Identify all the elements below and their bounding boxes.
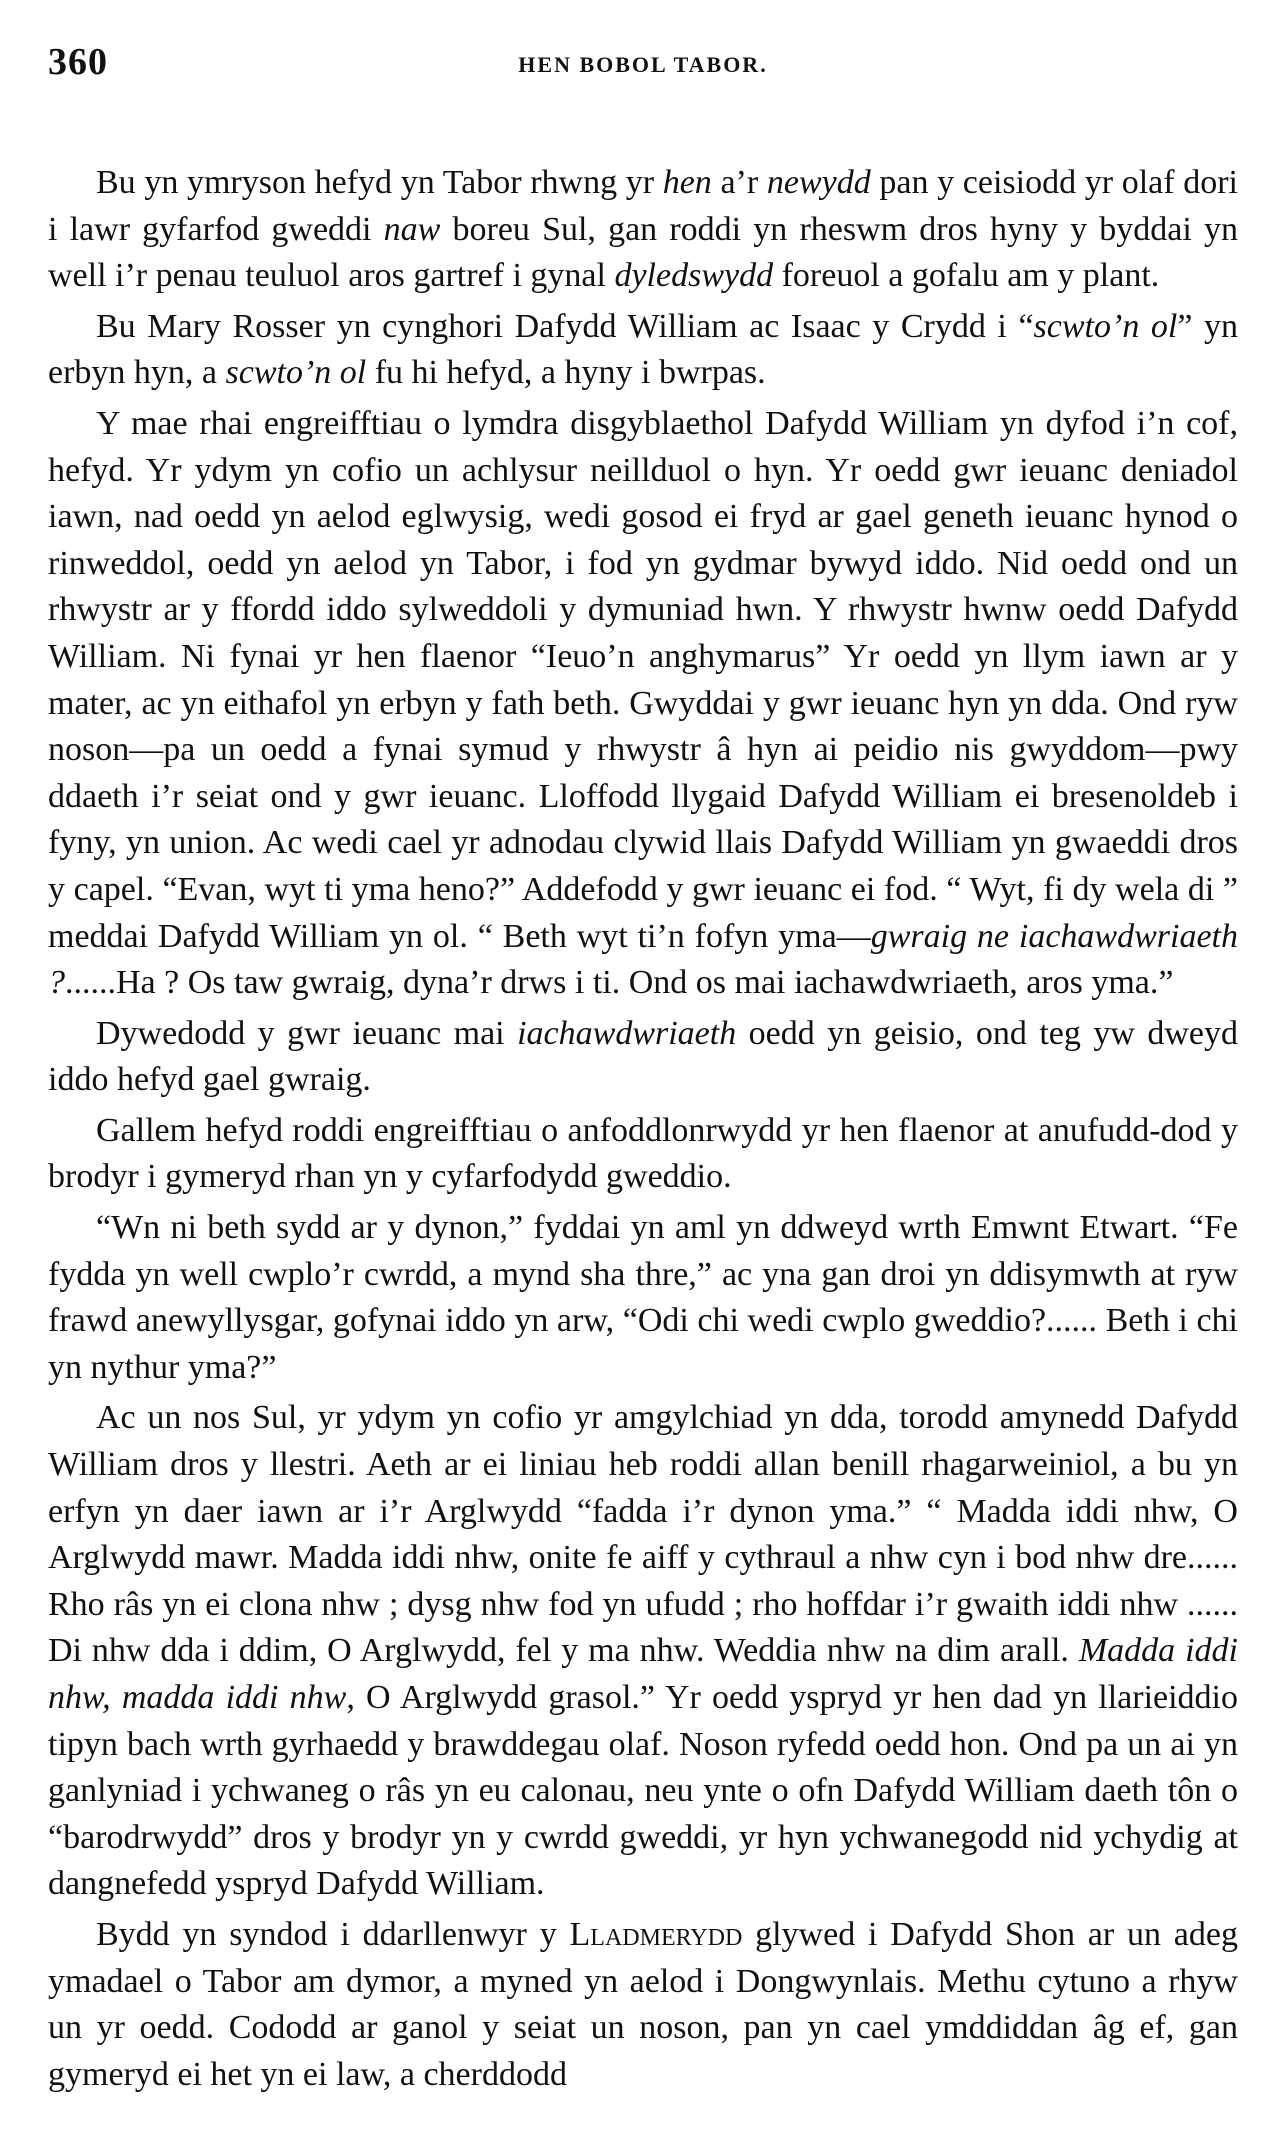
text-run: Dywedodd y gwr ieuanc mai	[96, 1014, 518, 1052]
text-run: “Wn ni beth sydd ar y dynon,” fyddai yn aml yn ddweyd wrth Emwnt Etwart. “Fe fydda yn well cwplo’r cwrdd, a mynd sha thre,” ac yna gan droi yn ddisymwth at ryw frawd anewyllysgar, gofynai iddo yn arw, “Odi chi wedi cwplo gweddio?...... Beth i chi yn nythur yma?”	[48, 1209, 1238, 1386]
text-run: foreuol a gofalu am y plant.	[773, 257, 1160, 295]
page-header	[48, 40, 1238, 102]
text-run: Bu yn ymryson hefyd yn Tabor rhwng yr	[96, 164, 663, 201]
text-run: Ac un nos Sul, yr ydym yn cofio yr amgylchiad yn dda, torodd amynedd Dafydd William dros y llestri. Aeth ar ei liniau heb roddi allan benill rhagarweiniol, a bu yn erfyn yn daer iawn ar i’r Arglwydd “fadda i’r dynon yma.” “ Madda iddi nhw, O Arglwydd mawr. Madda iddi nhw, onite fe aiff y cythraul a nhw cyn i bod nhw dre...... Rho râs yn ei clona nhw ; dysg nhw fod yn ufudd ; rho hoffdar i’r gwaith iddi nhw ...... Di nhw dda i ddim, O Arglwydd, fel y ma nhw. Weddia nhw na dim arall.	[48, 1399, 1238, 1670]
italic-text: dyledswydd	[614, 257, 774, 295]
italic-text: scwto’n ol	[225, 354, 367, 392]
page-number: 360	[48, 41, 108, 83]
paragraph	[48, 401, 1238, 1007]
paragraph	[48, 160, 1238, 300]
italic-text: Madda iddi nhw, madda iddi nhw	[48, 1632, 1239, 1716]
text-run: glywed i Dafydd Shon ar un adeg ymadael o Tabor am dymor, a myned yn aelod i Dongwynlais. Methu cytuno a rhyw un yr oedd. Cododd ar ganol y seiat un noson, pan yn cael ymddiddan âg ef, gan gymeryd ei het yn ei law, a cherddodd	[48, 1915, 1238, 2093]
text-run: Bydd yn syndod i ddarllenwyr y	[96, 1915, 570, 1953]
italic-text: gwraig ne iachawdwriaeth ?	[48, 917, 1238, 1002]
italic-text: scwto’n ol	[1033, 307, 1178, 345]
paragraph	[48, 1395, 1238, 1908]
text-run: oedd yn geisio, ond teg yw dweyd iddo hefyd gael gwraig.	[48, 1014, 1239, 1099]
paragraph	[48, 1912, 1238, 2098]
text-run: boreu Sul, gan roddi yn rheswm dros hyny y byddai yn well i’r penau teuluol aros gartref i gynal	[48, 210, 1238, 295]
paragraph	[48, 1108, 1238, 1201]
text-run: , O Arglwydd grasol.” Yr oedd yspryd yr hen dad yn llarieiddio tipyn bach wrth gyrhaedd y brawddegau olaf. Noson ryfedd oedd hon. Ond pa un ai yn ganlyniad i ychwaneg o râs yn eu calonau, neu ynte o ofn Dafydd William daeth tôn o “barodrwydd” dros y brodyr yn y cwrdd gweddi, yr hyn ychwanegodd nid ychydig at dangnefedd yspryd Dafydd William.	[48, 1679, 1239, 1903]
text-run: ......Ha ? Os taw gwraig, dyna’r drws i ti. Ond os mai iachawdwriaeth, aros yma.”	[65, 964, 1174, 1002]
paragraph	[48, 1205, 1238, 1391]
text-run: Bu Mary Rosser yn cynghori Dafydd William ac Isaac y Crydd i “	[96, 307, 1034, 345]
running-title: HEN BOBOL TABOR.	[518, 52, 768, 77]
text-run: fu hi hefyd, a hyny i bwrpas.	[366, 354, 766, 392]
text-run: ” yn erbyn hyn, a	[48, 307, 1239, 392]
book-page	[48, 40, 1238, 2098]
text-run: Y mae rhai engreifftiau o lymdra disgyblaethol Dafydd William yn dyfod i’n cof, hefyd. Yr ydym yn cofio un achlysur neillduol o hyn. Yr oedd gwr ieuanc deniadol iawn, nad oedd yn aelod eglwysig, wedi gosod ei fryd ar gael geneth ieuanc hynod o rinweddol, oedd yn aelod yn Tabor, i fod yn gydmar bywyd iddo. Nid oedd ond un rhwystr ar y ffordd iddo sylweddoli y dymuniad hwn. Y rhwystr hwnw oedd Dafydd William. Ni fynai yr hen flaenor “Ieuo’n anghymarus” Yr oedd yn llym iawn ar y mater, ac yn eithafol yn erbyn y fath beth. Gwyddai y gwr ieuanc hyn yn dda. Ond ryw noson—pa un oedd a fynai symud y rhwystr â hyn ai peidio nis gwyddom—pwy ddaeth i’r seiat ond y gwr ieuanc. Lloffodd llygaid Dafydd William ei bresenoldeb i fyny, yn union. Ac wedi cael yr adnodau clywid llais Dafydd William yn gwaeddi dros y capel. “Evan, wyt ti yma heno?” Addefodd y gwr ieuanc ei fod. “ Wyt, fi dy wela di ” meddai Dafydd William yn ol. “ Beth wyt ti’n fofyn yma—	[48, 404, 1238, 955]
italic-text: hen	[662, 164, 712, 201]
paragraph	[48, 1011, 1238, 1104]
text-run: a’r	[711, 164, 767, 201]
italic-text: naw	[383, 210, 441, 248]
italic-text: newydd	[766, 164, 871, 201]
text-run: Gallem hefyd roddi engreifftiau o anfoddlonrwydd yr hen flaenor at anufudd-dod y brodyr i gymeryd rhan yn y cyfarfodydd gweddio.	[48, 1111, 1238, 1196]
body-text	[48, 160, 1238, 2098]
paragraph	[48, 304, 1238, 397]
text-run: pan y ceisiodd yr olaf dori i lawr gyfarfod gweddi	[48, 164, 1238, 248]
small-caps-text: Lladmerydd	[569, 1915, 743, 1953]
italic-text: iachawdwriaeth	[517, 1014, 737, 1052]
